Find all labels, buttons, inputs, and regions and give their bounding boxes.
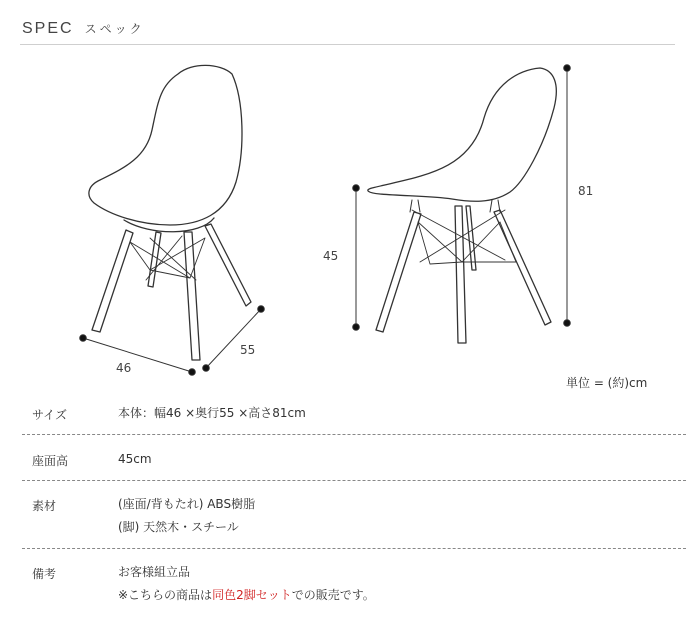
spec-value-line: 45cm	[118, 452, 152, 466]
spec-value-line: お客様組立品	[118, 565, 191, 579]
spec-subtitle: スペック	[84, 22, 145, 36]
spec-value-seat-height	[118, 448, 152, 471]
side-leg-front	[376, 212, 421, 332]
total-height-dim-label: 81	[578, 184, 594, 198]
total-height-dim-end-bottom	[564, 320, 571, 327]
note-prefix: ※こちらの商品は	[118, 588, 213, 602]
depth-dim-end-front	[203, 365, 210, 372]
row-divider	[22, 548, 686, 549]
width-dim-label: 46	[116, 361, 132, 375]
total-height-dim-end-top	[564, 65, 571, 72]
seat-height-dim-end-bottom	[353, 324, 360, 331]
width-dim-end-left	[80, 335, 87, 342]
note-suffix: での販売です。	[291, 588, 375, 602]
spec-value-line: (脚) 天然木・スチール	[118, 520, 239, 534]
side-leg-rear	[466, 206, 476, 270]
spec-title: SPEC	[22, 20, 74, 37]
front-leg-left	[92, 230, 133, 332]
row-divider	[22, 480, 686, 481]
seat-height-dim-label: 45	[323, 249, 339, 263]
width-dim-end-right	[189, 369, 196, 376]
front-leg-right	[205, 224, 251, 306]
spec-value-material	[118, 493, 255, 539]
spec-value-line: 本体：幅46 ×奥行55 ×高さ81cm	[118, 406, 306, 420]
depth-dim-label: 55	[240, 343, 256, 357]
spec-label-seat-height: 座面高	[32, 454, 69, 468]
unit-note: 単位 = (約)cm	[566, 376, 648, 390]
seat-height-dim-end-top	[353, 185, 360, 192]
spec-value-line: (座面/背もたれ) ABS樹脂	[118, 497, 256, 511]
spec-label-size: サイズ	[32, 408, 68, 422]
depth-dim-end-back	[258, 306, 265, 313]
spec-label-material: 素材	[32, 499, 57, 513]
spec-value-notes	[118, 561, 375, 607]
row-divider	[22, 434, 686, 435]
spec-sales-note	[118, 584, 375, 607]
depth-dim-line	[206, 309, 261, 368]
front-chair-shell	[89, 65, 242, 225]
side-mount-front	[410, 200, 420, 212]
note-highlight: 同色2脚セット	[212, 588, 292, 602]
side-chair-shell	[368, 68, 556, 201]
side-leg-center	[455, 206, 466, 343]
front-leg-front	[184, 232, 200, 360]
spec-label-notes: 備考	[32, 567, 57, 581]
spec-value-size	[118, 402, 306, 425]
width-dim-line	[83, 338, 192, 372]
